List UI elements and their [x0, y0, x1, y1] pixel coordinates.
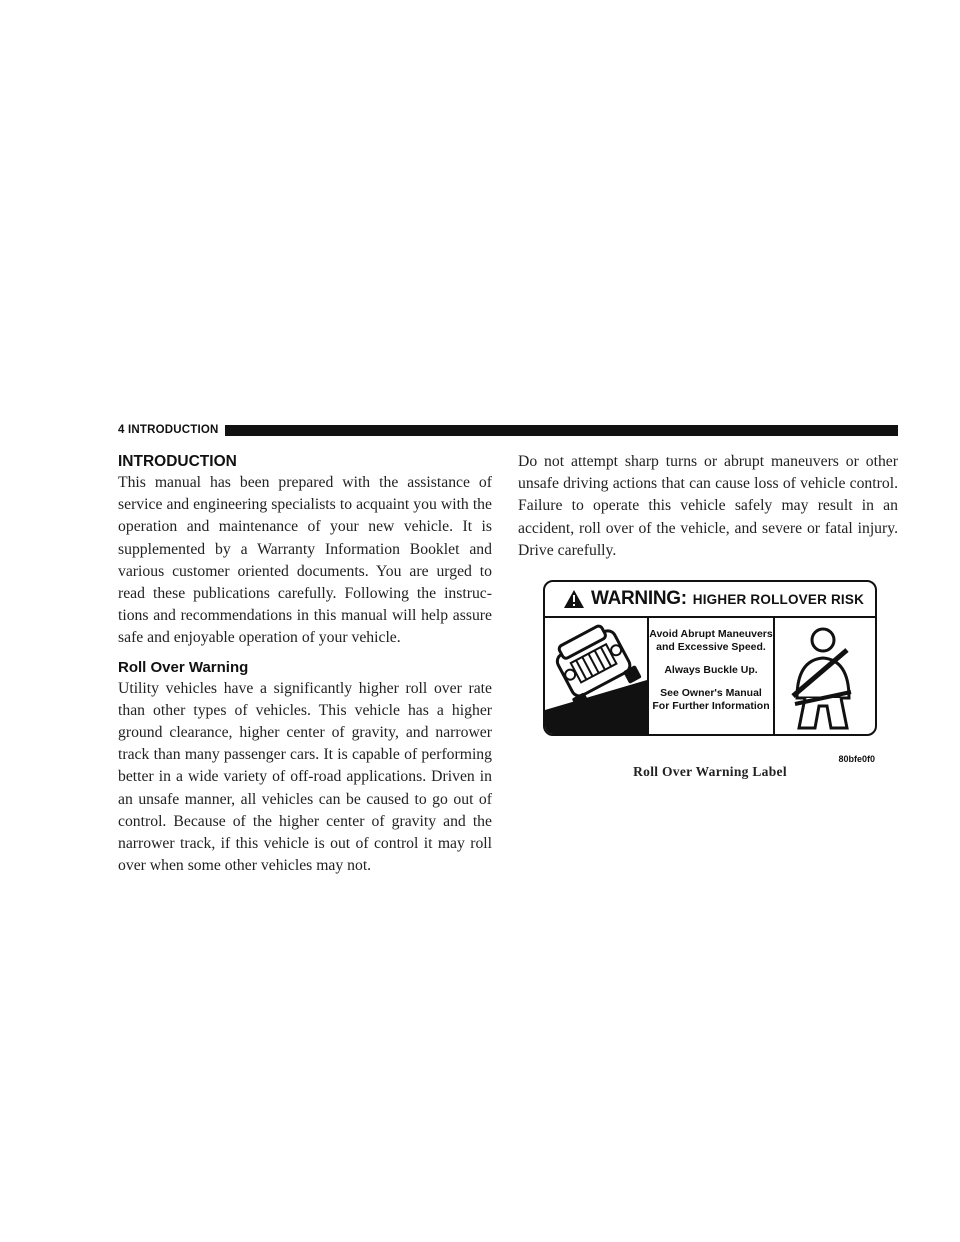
intro-heading: INTRODUCTION [118, 453, 237, 470]
warning-label-title [545, 582, 875, 618]
page-header [118, 424, 898, 436]
instruction-line-3: Always Buckle Up. [664, 664, 758, 676]
seatbelt-person-icon [775, 618, 871, 734]
figure-caption: Roll Over Warning Label [633, 764, 787, 779]
warning-label [543, 580, 877, 736]
left-column [118, 451, 492, 877]
rollover-heading: Roll Over Warning [118, 658, 249, 676]
header-rule [225, 425, 898, 436]
instruction-line-1: Avoid Abrupt Maneuvers [649, 628, 773, 640]
rollover-vehicle-panel [545, 618, 649, 734]
instruction-line-2: and Excessive Speed. [656, 641, 766, 653]
drive-carefully-paragraph: Do not attempt sharp turns or abrupt maneuvers or other unsafe driving actions that can cause loss of vehicle control. Failure to operate this vehicle safely may result in an accident, roll over of the vehicle, and severe or fatal injury. Drive carefully. [518, 453, 898, 559]
rollover-vehicle-icon [545, 618, 647, 734]
warning-label-figure [543, 580, 877, 780]
intro-paragraph: This manual has been prepared with the assistance of service and engineering specialists to acquaint you with the operation and maintenance of your new vehicle. It is supplemented by a Warranty Information Booklet and various customer oriented documents. You are urged to read these publications carefully. Following the instructions and recommendations in this manual will help assure safe and enjoyable operation of your vehicle. [118, 474, 492, 647]
seatbelt-panel [775, 618, 875, 734]
warning-word: WARNING: [591, 588, 687, 609]
warning-label-body [545, 618, 875, 734]
page-header-label: 4 INTRODUCTION [118, 424, 219, 436]
rollover-paragraph: Utility vehicles have a significantly higher roll over rate than other types of vehicles. This vehicle has a higher ground clearance, higher center of gravity, and narrower track than many passenger cars. It is capable of performing better in a wide variety of off-road applications. Driven in an unsafe manner, all vehicles can be caused to go out of control. Because of the higher center of gravity and the narrower track, if this vehicle is out of control it may roll over when some other vehicles may not. [118, 679, 492, 875]
right-column [518, 451, 898, 562]
warning-instructions-panel [649, 618, 775, 734]
warning-title-rest: HIGHER ROLLOVER RISK [692, 591, 865, 607]
figure-code: 80bfe0f0 [838, 754, 875, 764]
instruction-line-4: See Owner's Manual [660, 687, 762, 699]
instruction-line-5: For Further Information [652, 700, 770, 712]
warning-triangle-icon [563, 589, 585, 609]
